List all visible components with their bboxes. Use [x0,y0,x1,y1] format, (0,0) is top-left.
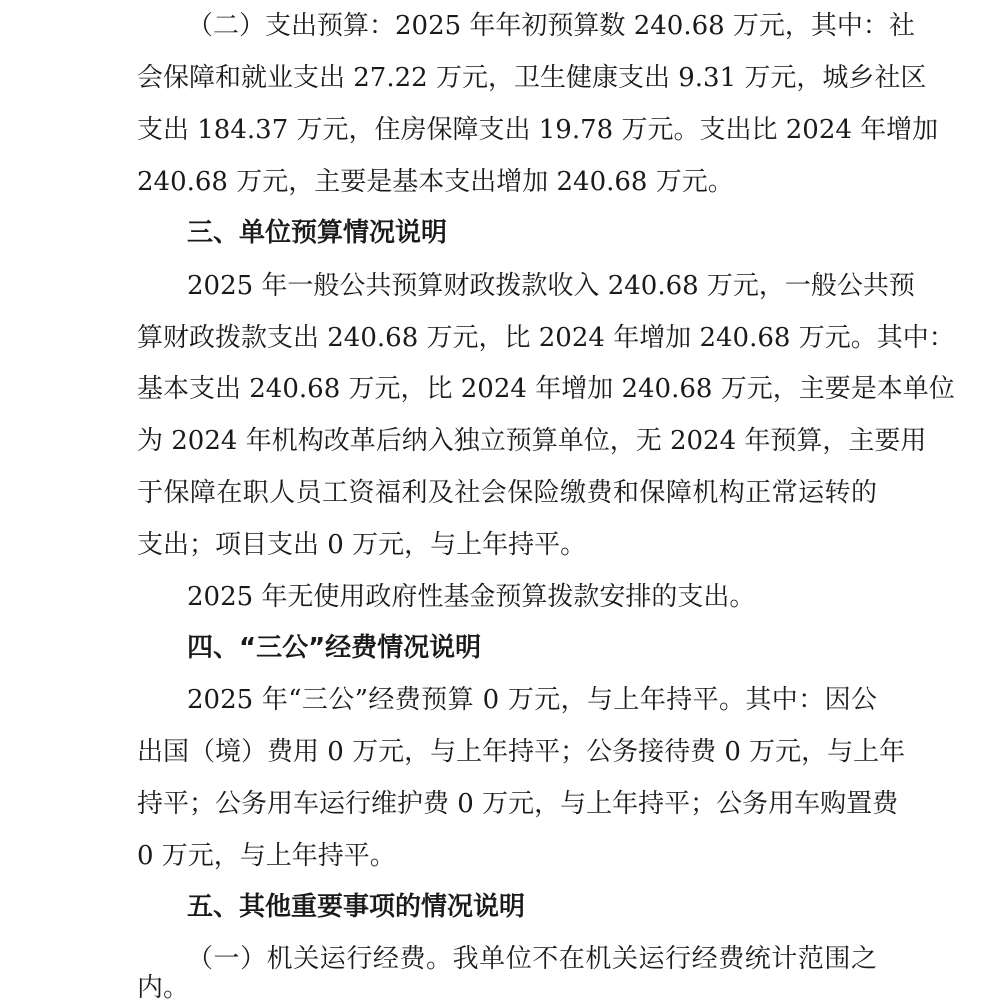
paragraph-expenditure-budget-line-3: 支出 184.37 万元，住房保障支出 19.78 万元。支出比 2024 年增加 [137,115,939,145]
paragraph-expenditure-budget-line-4: 240.68 万元，主要是基本支出增加 240.68 万元。 [137,167,734,197]
paragraph-three-public-line-1: 2025 年“三公”经费预算 0 万元，与上年持平。其中：因公 [187,685,877,715]
paragraph-three-public-line-4: 0 万元，与上年持平。 [137,841,396,871]
paragraph-unit-budget-line-1: 2025 年一般公共预算财政拨款收入 240.68 万元，一般公共预 [187,271,915,301]
paragraph-three-public-line-3: 持平；公务用车运行维护费 0 万元，与上年持平；公务用车购置费 [137,789,899,819]
paragraph-three-public-line-2: 出国（境）费用 0 万元，与上年持平；公务接待费 0 万元，与上年 [137,737,906,767]
section-heading-5: 五、其他重要事项的情况说明 [187,892,526,922]
paragraph-government-fund: 2025 年无使用政府性基金预算拨款安排的支出。 [187,582,756,612]
paragraph-unit-budget-line-5: 于保障在职人员工资福利及社会保险缴费和保障机构正常运转的 [137,478,877,508]
paragraph-unit-budget-line-3: 基本支出 240.68 万元，比 2024 年增加 240.68 万元，主要是本单位 [137,374,955,404]
section-heading-4: 四、“三公”经费情况说明 [187,633,482,663]
paragraph-unit-budget-line-4: 为 2024 年机构改革后纳入独立预算单位，无 2024 年预算，主要用 [137,426,927,456]
paragraph-expenditure-budget-line-1: （二）支出预算：2025 年年初预算数 240.68 万元，其中：社 [187,11,915,41]
paragraph-operating-funds-line-1: （一）机关运行经费。我单位不在机关运行经费统计范围之 [187,944,877,974]
paragraph-operating-funds-line-2: 内。 [137,973,190,1003]
section-heading-3: 三、单位预算情况说明 [187,218,448,248]
paragraph-unit-budget-line-6: 支出；项目支出 0 万元，与上年持平。 [137,530,587,560]
paragraph-unit-budget-line-2: 算财政拨款支出 240.68 万元，比 2024 年增加 240.68 万元。其中： [137,323,955,353]
paragraph-expenditure-budget-line-2: 会保障和就业支出 27.22 万元，卫生健康支出 9.31 万元，城乡社区 [137,63,927,93]
